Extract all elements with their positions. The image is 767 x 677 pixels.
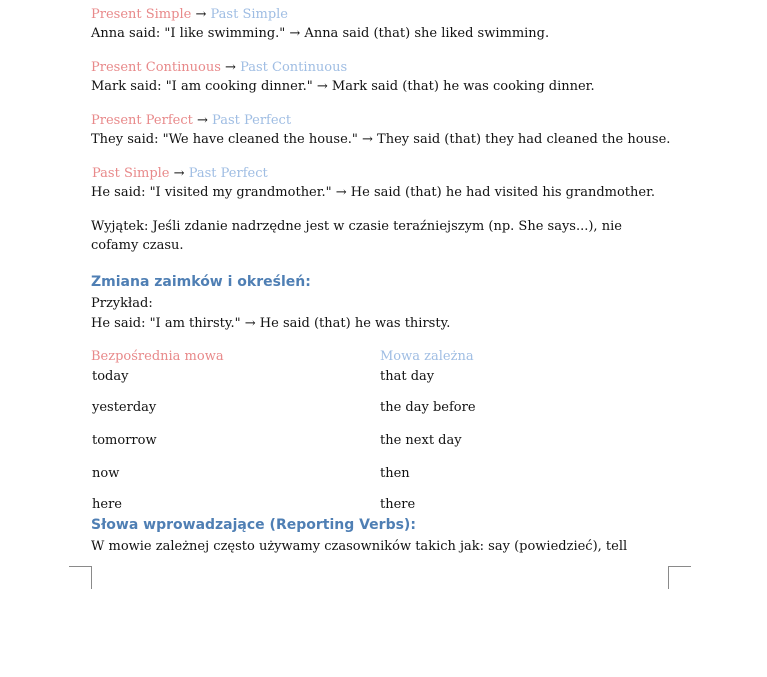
table-cell-reported: that day <box>380 369 435 384</box>
tense-to: Past Simple <box>210 7 289 22</box>
table-cell-reported: then <box>380 466 410 481</box>
exception-note: Wyjątek: Jeśli zdanie nadrzędne jest w czasie teraźniejszym (np. She says...), nie cofamy czasu. <box>91 219 622 253</box>
reporting-verbs-heading: Słowa wprowadzające (Reporting Verbs): <box>91 517 416 533</box>
tense-to: Past Perfect <box>212 113 292 128</box>
tense-shift-heading <box>91 6 288 24</box>
arrow-icon: → <box>196 113 208 128</box>
tense-from: Present Simple <box>91 7 192 22</box>
table-cell-direct: here <box>92 497 122 512</box>
arrow-icon: → <box>225 60 236 75</box>
tense-shift-heading <box>92 165 268 183</box>
example-sentence: He said: "I visited my grandmother." → He said (that) he had visited his grandmother. <box>91 185 656 200</box>
reporting-verbs-text: W mowie zależnej często używamy czasowników takich jak: say (powiedzieć), tell <box>91 539 628 554</box>
tense-shift-heading <box>91 112 291 130</box>
column-header-direct: Bezpośrednia mowa <box>91 349 224 364</box>
tense-from: Present Continuous <box>91 60 221 75</box>
pronouns-heading: Zmiana zaimków i określeń: <box>91 274 311 290</box>
example-sentence: Mark said: "I am cooking dinner." → Mark said (that) he was cooking dinner. <box>91 79 595 94</box>
example-sentence: They said: "We have cleaned the house." → They said (that) they had cleaned the house. <box>91 132 671 147</box>
tense-shift-heading <box>91 59 347 77</box>
tense-to: Past Perfect <box>188 166 268 181</box>
arrow-icon: → <box>173 166 185 181</box>
table-cell-reported: there <box>380 497 416 512</box>
example-sentence: Anna said: "I like swimming." → Anna said (that) she liked swimming. <box>91 26 550 41</box>
tense-to: Past Continuous <box>240 60 348 75</box>
tense-from: Present Perfect <box>91 113 193 128</box>
table-cell-direct: today <box>92 369 129 384</box>
arrow-icon: → <box>195 7 207 22</box>
table-cell-reported: the next day <box>380 433 462 448</box>
table-cell-direct: yesterday <box>92 400 157 415</box>
example-sentence: He said: "I am thirsty." → He said (that) he was thirsty. <box>91 316 451 331</box>
table-cell-direct: tomorrow <box>92 433 157 448</box>
example-label: Przykład: <box>91 296 153 311</box>
tense-from: Past Simple <box>92 166 170 181</box>
table-cell-reported: the day before <box>380 400 476 415</box>
column-header-reported: Mowa zależna <box>380 349 474 364</box>
page-corner-mark-left <box>69 566 92 589</box>
table-cell-direct: now <box>92 466 120 481</box>
page-corner-mark-right <box>668 566 691 589</box>
